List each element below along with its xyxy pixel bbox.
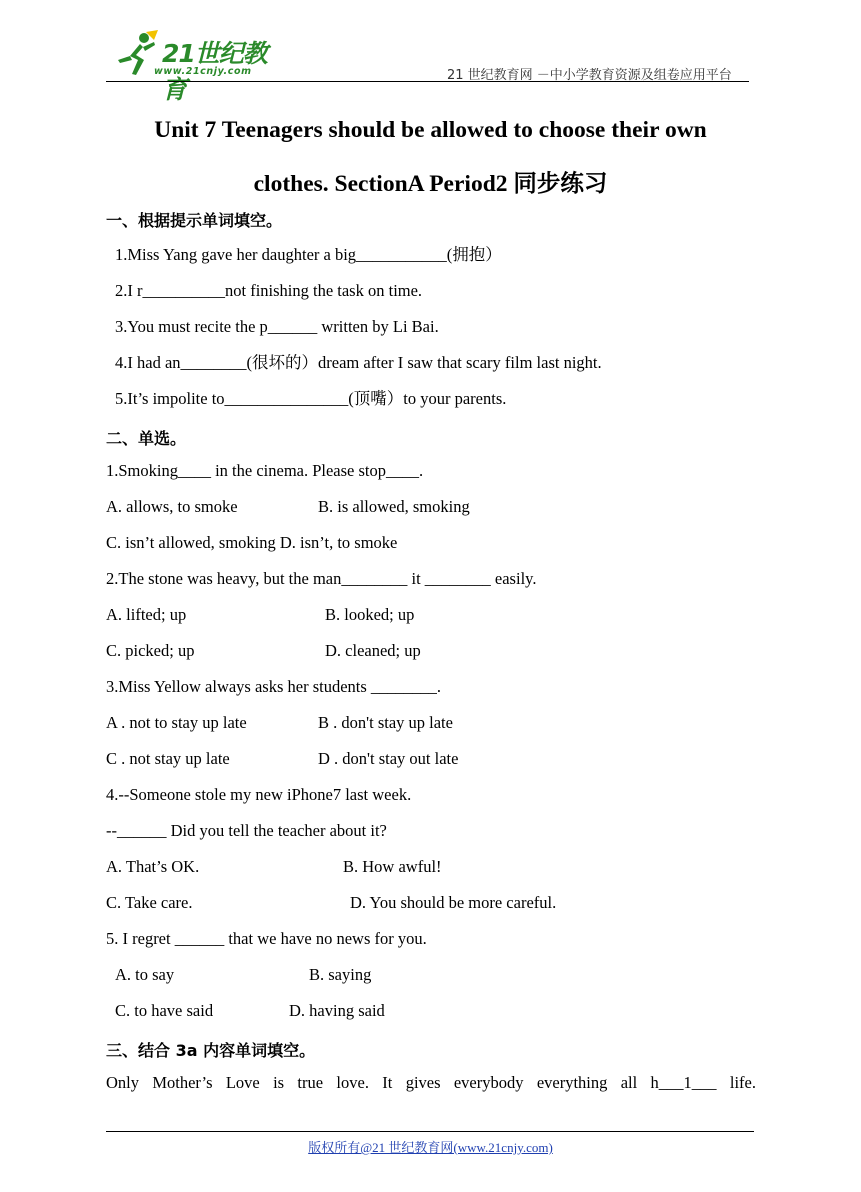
q1-option-a: A. allows, to smoke <box>106 497 238 516</box>
q5-option-a: A. to say <box>115 965 175 984</box>
header-site-text: 21 世纪教育网 －中小学教育资源及组卷应用平台 <box>447 68 732 83</box>
q3-option-a: A . not to stay up late <box>106 713 247 732</box>
q1-option-b: B. is allowed, smoking <box>318 497 470 516</box>
document-title-line1: Unit 7 Teenagers should be allowed to choose their own <box>154 117 707 143</box>
q2-option-a: A. lifted; up <box>106 605 187 624</box>
q4-option-c: C. Take care. <box>106 893 193 912</box>
q1-option-cd: C. isn’t allowed, smoking D. isn’t, to smoke <box>106 533 398 552</box>
s1-item-2: 2.I r__________not finishing the task on time. <box>115 281 423 300</box>
q2-option-d: D. cleaned; up <box>325 641 421 660</box>
q5-option-d: D. having said <box>289 1001 385 1020</box>
q4-option-a: A. That’s OK. <box>106 857 200 876</box>
q4-stem-reply: --______ Did you tell the teacher about it? <box>106 821 387 840</box>
s1-item-4: 4.I had an________(很坏的）dream after I saw that scary film last night. <box>115 353 602 372</box>
footer-divider <box>106 1131 754 1132</box>
section1-heading: 一、根据提示单词填空。 <box>106 211 283 230</box>
q5-option-b: B. saying <box>309 965 372 984</box>
footer-copyright-link[interactable]: 版权所有@21 世纪教育网(www.21cnjy.com) <box>308 1140 553 1155</box>
q5-stem: 5. I regret ______ that we have no news for you. <box>106 929 427 948</box>
section2-heading: 二、单选。 <box>106 429 187 448</box>
s1-item-5: 5.It’s impolite to_______________(顶嘴）to your parents. <box>115 389 507 408</box>
site-logo <box>110 30 290 104</box>
document-title-line2: clothes. SectionA Period2 同步练习 <box>253 171 608 197</box>
section3-passage: Only Mother’s Love is true love. It gives everybody everything all h___1___ life. <box>106 1073 756 1092</box>
logo-wordmark: 21世纪教育 <box>162 39 267 104</box>
q2-option-b: B. looked; up <box>325 605 415 624</box>
q2-stem: 2.The stone was heavy, but the man________ it ________ easily. <box>106 569 537 588</box>
logo-url: www.21cnjy.com <box>154 66 252 77</box>
q5-option-c: C. to have said <box>115 1001 214 1020</box>
q4-stem: 4.--Someone stole my new iPhone7 last week. <box>106 785 412 804</box>
s1-item-3: 3.You must recite the p______ written by Li Bai. <box>115 317 439 336</box>
q2-option-c: C. picked; up <box>106 641 195 660</box>
q3-option-b: B . don't stay up late <box>318 713 453 732</box>
q4-option-b: B. How awful! <box>343 857 442 876</box>
q3-option-c: C . not stay up late <box>106 749 230 768</box>
header-divider <box>106 81 749 82</box>
q3-option-d: D . don't stay out late <box>318 749 459 768</box>
q3-stem: 3.Miss Yellow always asks her students ________. <box>106 677 442 696</box>
s1-item-1: 1.Miss Yang gave her daughter a big___________(拥抱） <box>115 245 502 264</box>
q4-option-d: D. You should be more careful. <box>350 893 557 912</box>
runner-icon <box>110 30 160 78</box>
section3-heading: 三、结合 3a 内容单词填空。 <box>106 1041 316 1060</box>
q1-stem: 1.Smoking____ in the cinema. Please stop____. <box>106 461 424 480</box>
